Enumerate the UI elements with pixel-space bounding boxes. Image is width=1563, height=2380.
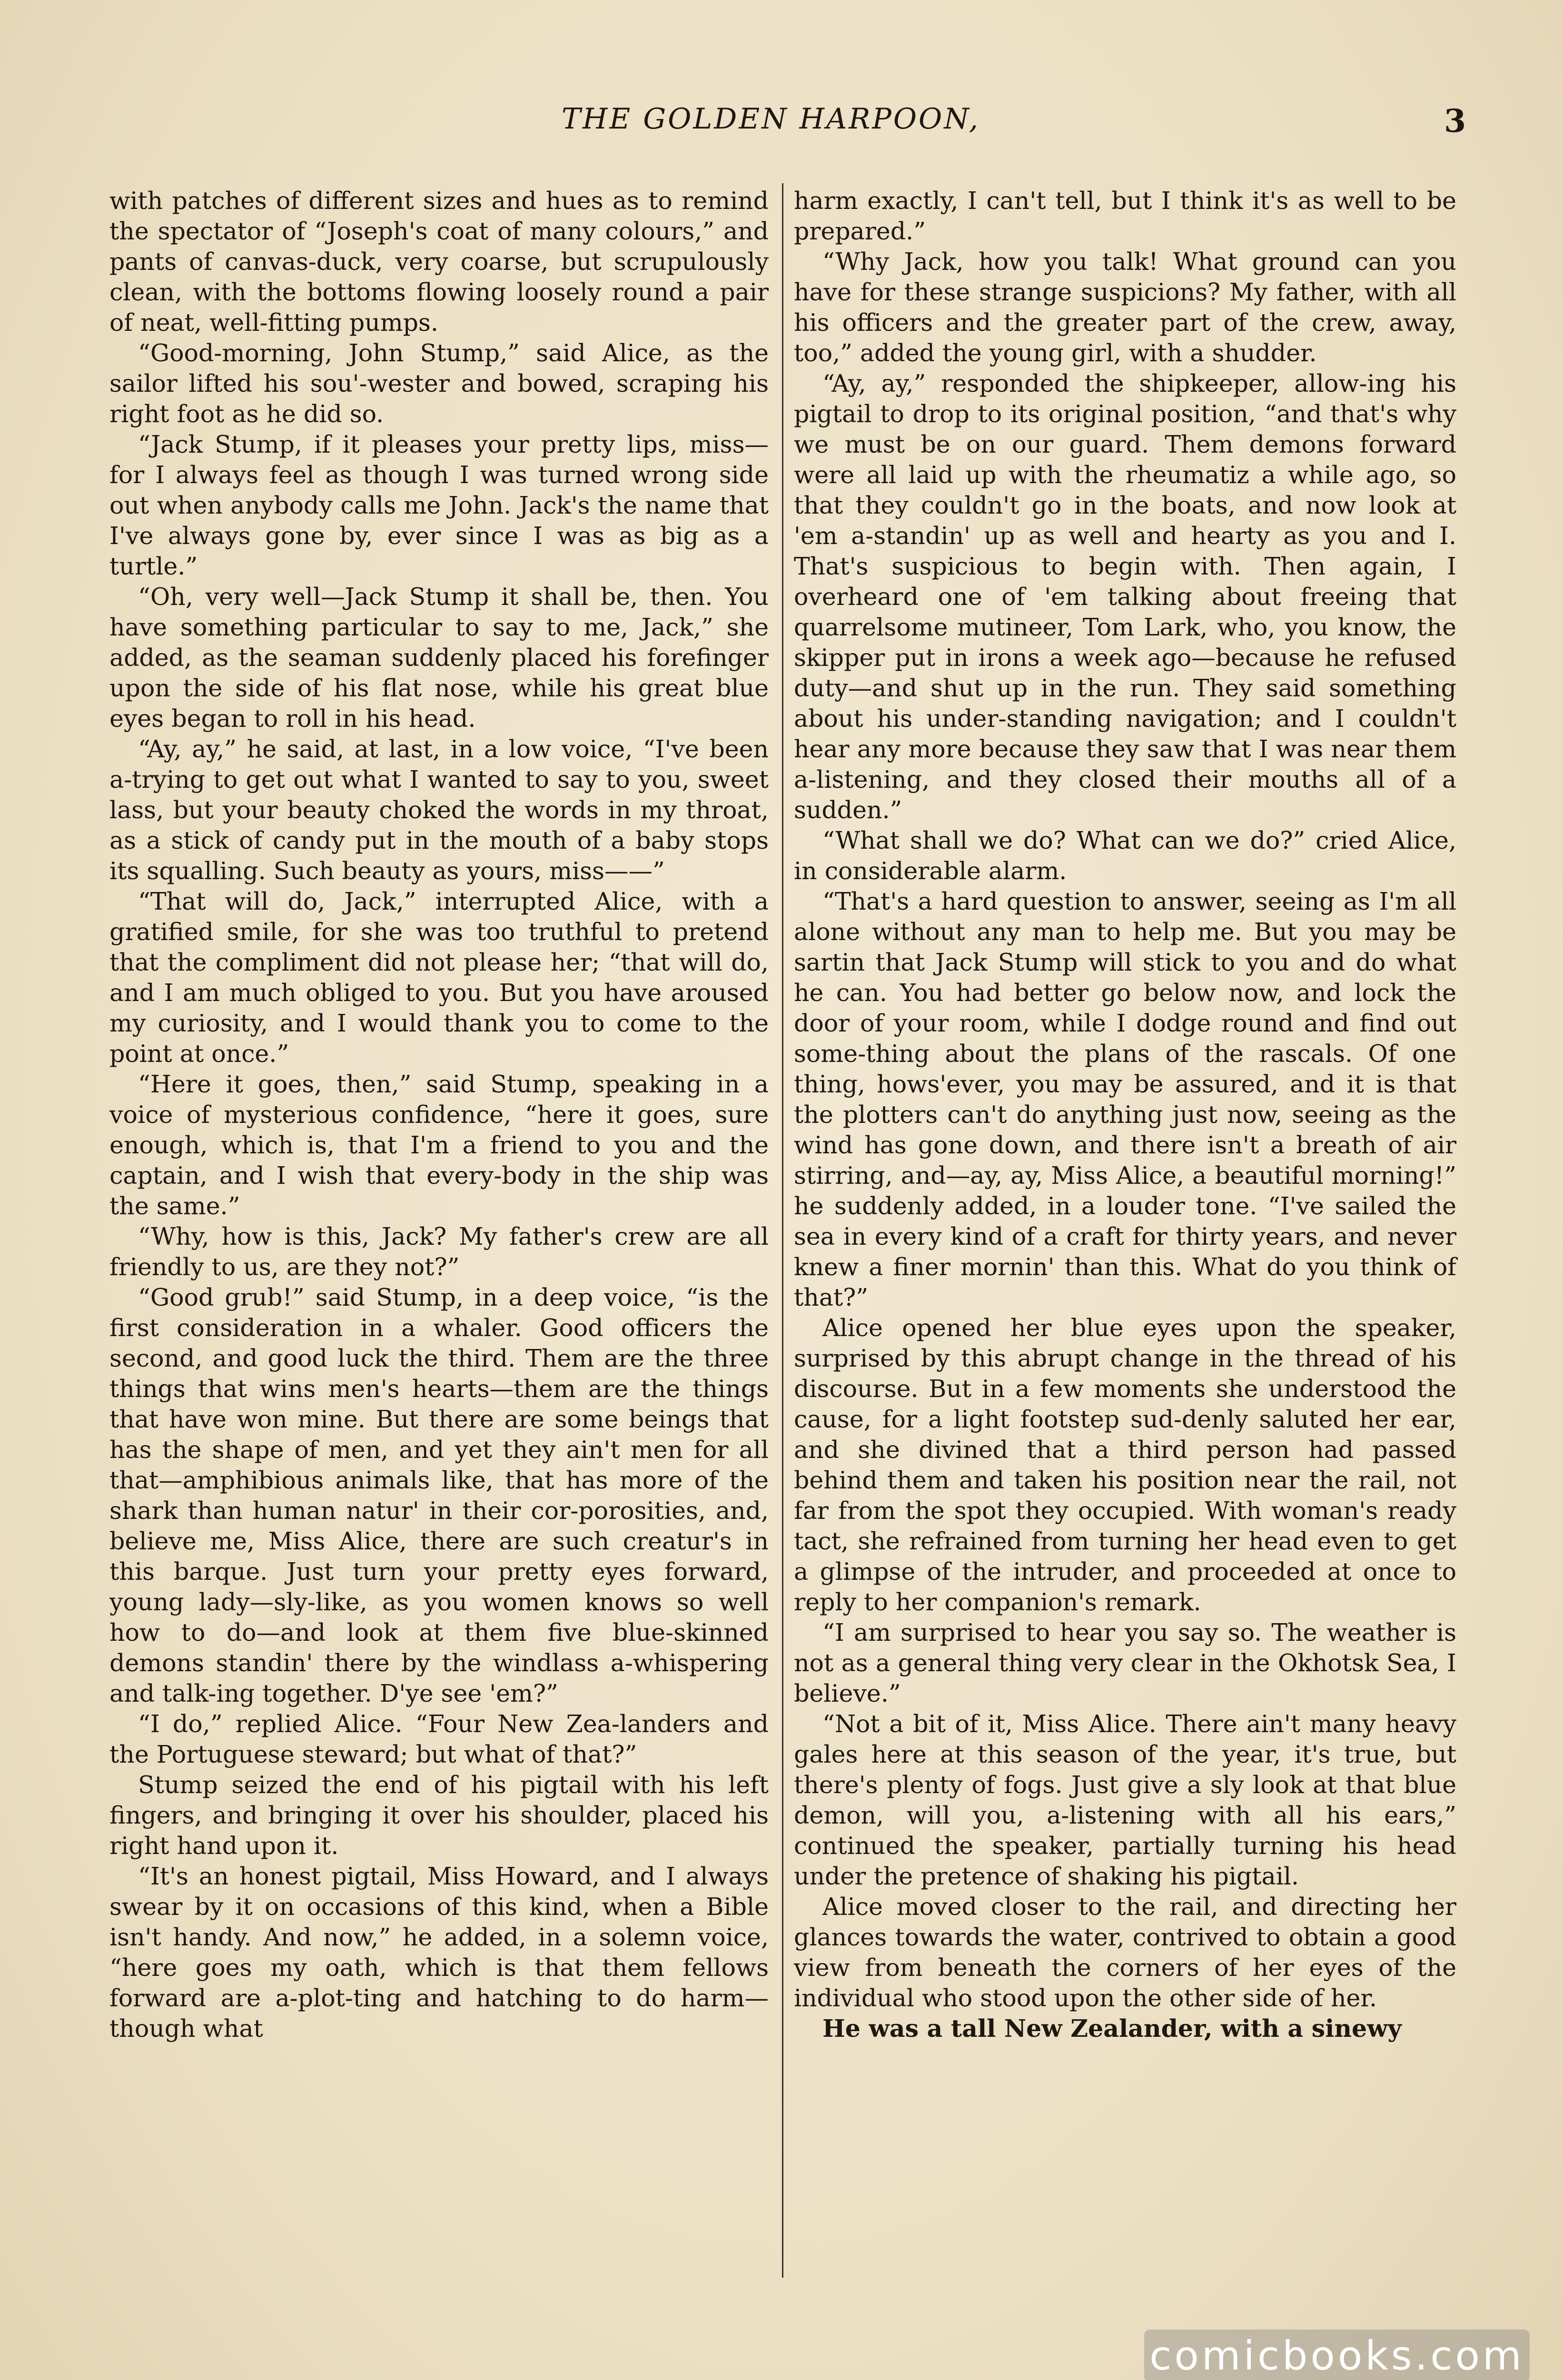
paragraph: “Not a bit of it, Miss Alice. There ain't many heavy gales here at this season of the year, it's true, but there's plenty of fogs. Just give a sly look at that blue demon, will you, a-listening with all his ears,” continued the speaker, partially turning his head under the pretence of shaking his pigtail. xyxy=(794,1710,1456,1890)
paragraph: He was a tall New Zealander, with a sinewy xyxy=(822,2014,1402,2043)
paragraph: “I am surprised to hear you say so. The weather is not as a general thing very clear in the Okhotsk Sea, I believe.” xyxy=(794,1618,1456,1707)
paragraph: “Jack Stump, if it pleases your pretty lips, miss—for I always feel as though I was turned wrong side out when anybody calls me John. Jack's the name that I've always gone by, ever since I was as big as a turtle.” xyxy=(109,430,769,580)
paragraph: “Here it goes, then,” said Stump, speaking in a voice of mysterious confidence, “here it goes, sure enough, which is, that I'm a friend to you and the captain, and I wish that every-body in the ship was the same.” xyxy=(109,1070,769,1220)
paragraph: “Good-morning, John Stump,” said Alice, as the sailor lifted his sou'-wester and bowed, scraping his right foot as he did so. xyxy=(109,339,769,428)
paragraph: “Good grub!” said Stump, in a deep voice, “is the first consideration in a whaler. Good officers the second, and good luck the third. Them are the three things that wins men's hearts—them are the things that have won mine. But there are some beings that has the shape of men, and yet they ain't men for all that—amphibious animals like, that has more of the shark than human natur' in their cor-porosities, and, believe me, Miss Alice, there are such creatur's in this barque. Just turn your pretty eyes forward, young lady—sly-like, as you women knows so well how to do—and look at them five blue-skinned demons standin' there by the windlass a-whispering and talk-ing together. D'ye see 'em?” xyxy=(109,1283,769,1707)
paragraph: “Why, how is this, Jack? My father's crew are all friendly to us, are they not?” xyxy=(109,1222,769,1281)
paragraph: Stump seized the end of his pigtail with his left fingers, and bringing it over his shoulder, placed his right hand upon it. xyxy=(109,1771,769,1860)
paragraph: “What shall we do? What can we do?” cried Alice, in considerable alarm. xyxy=(794,826,1456,885)
paragraph: “Ay, ay,” responded the shipkeeper, allow-ing his pigtail to drop to its original position, “and that's why we must be on our guard. Them demons forward were all laid up with the rheumatiz a while ago, so that they couldn't go in the boats, and now look at 'em a-standin' up as well and hearty as you and I. That's suspicious to begin with. Then again, I overheard one of 'em talking about freeing that quarrelsome mutineer, Tom Lark, who, you know, the skipper put in irons a week ago—because he refused duty—and shut up in the run. They said something about his under-standing navigation; and I couldn't hear any more because they saw that I was near them a-listening, and they closed their mouths all of a sudden.” xyxy=(794,369,1456,824)
watermark: comicbooks.com xyxy=(1144,2330,1530,2380)
paragraph: Alice moved closer to the rail, and directing her glances towards the water, contrived to obtain a good view from beneath the corners of her eyes of the individual who stood upon the other side of her. xyxy=(794,1893,1456,2012)
running-title: THE GOLDEN HARPOON, xyxy=(562,102,980,136)
column-divider xyxy=(782,183,783,2278)
page-number: 3 xyxy=(1444,102,1466,139)
page-header xyxy=(109,102,1466,159)
paragraph: with patches of different sizes and hues as to remind the spectator of “Joseph's coat of many colours,” and pants of canvas-duck, very coarse, but scrupulously clean, with the bottoms flowing loosely round a pair of neat, well-fitting pumps. xyxy=(109,187,769,337)
paragraph: “Oh, very well—Jack Stump it shall be, then. You have something particular to say to me, Jack,” she added, as the seaman suddenly placed his forefinger upon the side of his flat nose, while his great blue eyes began to roll in his head. xyxy=(109,583,769,733)
paragraph: “Why Jack, how you talk! What ground can you have for these strange suspicions? My father, with all his officers and the greater part of the crew, away, too,” added the young girl, with a shudder. xyxy=(794,248,1456,367)
left-column xyxy=(109,186,769,2044)
paragraph: Alice opened her blue eyes upon the speaker, surprised by this abrupt change in the thread of his discourse. But in a few moments she understood the cause, for a light footstep sud-denly saluted her ear, and she divined that a third person had passed behind them and taken his position near the rail, not far from the spot they occupied. With woman's ready tact, she refrained from turning her head even to get a glimpse of the intruder, and proceeded at once to reply to her companion's remark. xyxy=(794,1314,1456,1616)
paragraph: “Ay, ay,” he said, at last, in a low voice, “I've been a-trying to get out what I wanted to say to you, sweet lass, but your beauty choked the words in my throat, as a stick of candy put in the mouth of a baby stops its squalling. Such beauty as yours, miss——” xyxy=(109,735,769,885)
paragraph: “That will do, Jack,” interrupted Alice, with a gratified smile, for she was too truthful to pretend that the compliment did not please her; “that will do, and I am much obliged to you. But you have aroused my curiosity, and I would thank you to come to the point at once.” xyxy=(109,887,769,1068)
paragraph: “That's a hard question to answer, seeing as I'm all alone without any man to help me. But you may be sartin that Jack Stump will stick to you and do what he can. You had better go below now, and lock the door of your room, while I dodge round and find out some-thing about the plans of the rascals. Of one thing, hows'ever, you may be assured, and it is that the plotters can't do anything just now, seeing as the wind has gone down, and there isn't a breath of air stirring, and—ay, ay, Miss Alice, a beautiful morning!” he suddenly added, in a louder tone. “I've sailed the sea in every kind of a craft for thirty years, and never knew a finer mornin' than this. What do you think of that?” xyxy=(794,887,1456,1311)
paragraph: “I do,” replied Alice. “Four New Zea-landers and the Portuguese steward; but what of that?” xyxy=(109,1710,769,1768)
paragraph: harm exactly, I can't tell, but I think it's as well to be prepared.” xyxy=(794,187,1456,245)
right-column xyxy=(794,186,1456,2044)
paragraph: “It's an honest pigtail, Miss Howard, and I always swear by it on occasions of this kind, when a Bible isn't handy. And now,” he added, in a solemn voice, “here goes my oath, which is that them fellows forward are a-plot-ting and hatching to do harm—though what xyxy=(109,1862,769,2043)
